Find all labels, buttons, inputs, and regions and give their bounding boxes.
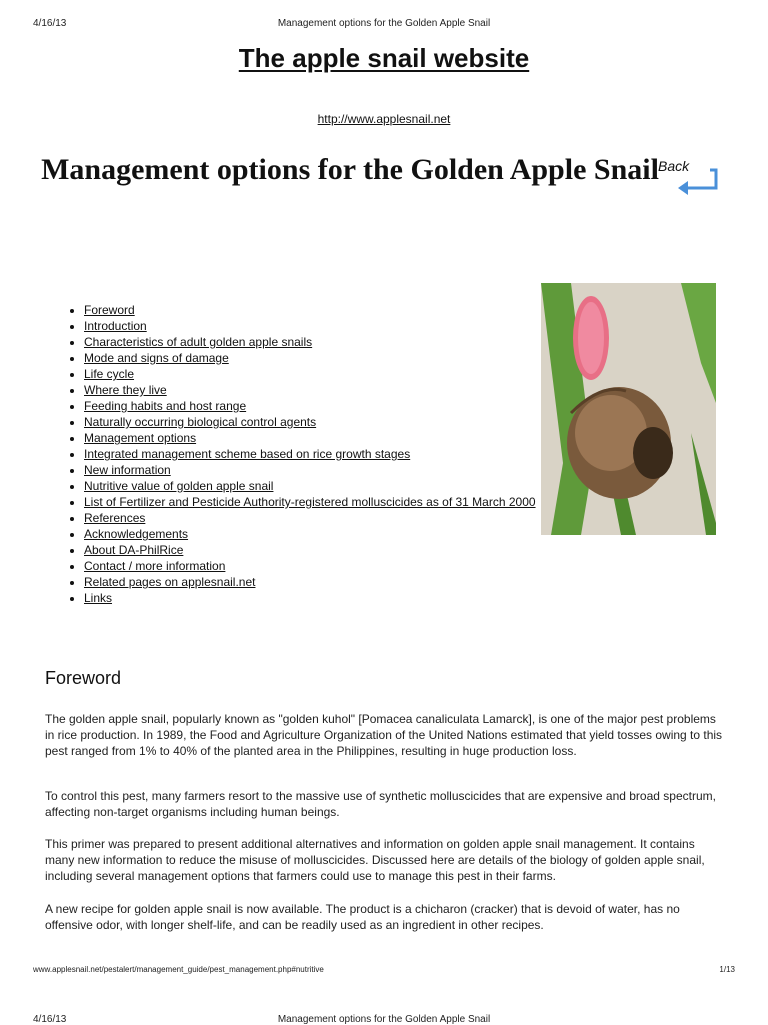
toc-item <box>84 318 544 334</box>
toc-link[interactable]: Foreword <box>84 303 135 317</box>
print-footer-url: www.applesnail.net/pestalert/management_guide/pest_management.php#nutritive <box>33 965 324 974</box>
toc-link[interactable]: Introduction <box>84 319 147 333</box>
print-header-date: 4/16/13 <box>33 18 67 29</box>
toc-item <box>84 526 544 542</box>
toc-item <box>84 302 544 318</box>
print-header-title-next-page: Management options for the Golden Apple Snail <box>277 1014 491 1025</box>
page-title: Management options for the Golden Apple Snail <box>41 153 659 186</box>
toc-link[interactable]: Acknowledgements <box>84 527 189 541</box>
toc-link[interactable]: Feeding habits and host range <box>84 399 247 413</box>
site-url-link[interactable]: http://www.applesnail.net <box>317 112 451 126</box>
toc-item <box>84 446 544 462</box>
toc-link[interactable]: Mode and signs of damage <box>84 351 229 365</box>
toc-link[interactable]: Nutritive value of golden apple snail <box>84 479 274 493</box>
toc-item <box>84 334 544 350</box>
foreword-paragraph: To control this pest, many farmers resort to the massive use of synthetic molluscicides that are expensive and broad spectrum, affecting non-target organisms including human beings. <box>45 789 716 819</box>
toc-item <box>84 366 544 382</box>
toc-item <box>84 350 544 366</box>
toc-link[interactable]: Where they live <box>84 383 167 397</box>
foreword-paragraph: The golden apple snail, popularly known as "golden kuhol" [Pomacea canaliculata Lamarck], is one of the major pest problems in rice production. In 1989, the Food and Agriculture Organization of the United Nations estimated that yield tosses owing to this pest ranged from 1% to 40% of the planted area in the Philippines, resulting in huge production loss. <box>45 712 723 758</box>
site-title[interactable]: The apple snail website <box>238 43 530 73</box>
toc-link[interactable]: Related pages on applesnail.net <box>84 575 256 589</box>
foreword-paragraph: This primer was prepared to present additional alternatives and information on golden apple snail management. It contains many new information to reduce the misuse of molluscicides. Discussed here are details of the biology of golden apple snail, including several management options that farmers could use to manage this pest in their farms. <box>45 837 705 883</box>
toc-link[interactable]: References <box>84 511 146 525</box>
foreword-paragraph: A new recipe for golden apple snail is now available. The product is a chicharon (cracker) that is devoid of water, has no offensive odor, with longer shelf-life, and can be readily used as an ingredient in other recipes. <box>45 902 680 932</box>
toc-item <box>84 590 544 606</box>
print-header-date-next-page: 4/16/13 <box>33 1014 67 1025</box>
table-of-contents <box>60 302 544 606</box>
toc-link[interactable]: Characteristics of adult golden apple snails <box>84 335 313 349</box>
back-arrow-icon <box>666 166 720 196</box>
toc-item <box>84 510 544 526</box>
toc-link[interactable]: Management options <box>84 431 197 445</box>
toc-link[interactable]: Contact / more information <box>84 559 226 573</box>
toc-item <box>84 478 544 494</box>
toc-link[interactable]: Life cycle <box>84 367 135 381</box>
toc-link[interactable]: New information <box>84 463 171 477</box>
toc-item <box>84 558 544 574</box>
toc-item <box>84 430 544 446</box>
back-button[interactable] <box>656 158 720 196</box>
toc-item <box>84 462 544 478</box>
toc-item <box>84 382 544 398</box>
print-footer-page-number: 1/13 <box>719 965 735 974</box>
toc-link[interactable]: Naturally occurring biological control agents <box>84 415 317 429</box>
back-label: Back <box>658 158 690 174</box>
toc-item <box>84 574 544 590</box>
toc-item <box>84 414 544 430</box>
toc-item <box>84 494 544 510</box>
foreword-heading: Foreword <box>45 668 122 688</box>
print-header-title: Management options for the Golden Apple Snail <box>277 18 491 29</box>
toc-link[interactable]: Links <box>84 591 113 605</box>
toc-link[interactable]: List of Fertilizer and Pesticide Authority-registered molluscicides as of 31 March 2000 <box>84 495 536 509</box>
toc-link[interactable]: About DA-PhilRice <box>84 543 184 557</box>
toc-item <box>84 398 544 414</box>
toc-link[interactable]: Integrated management scheme based on rice growth stages <box>84 447 411 461</box>
golden-apple-snail-photo <box>541 283 716 535</box>
toc-item <box>84 542 544 558</box>
